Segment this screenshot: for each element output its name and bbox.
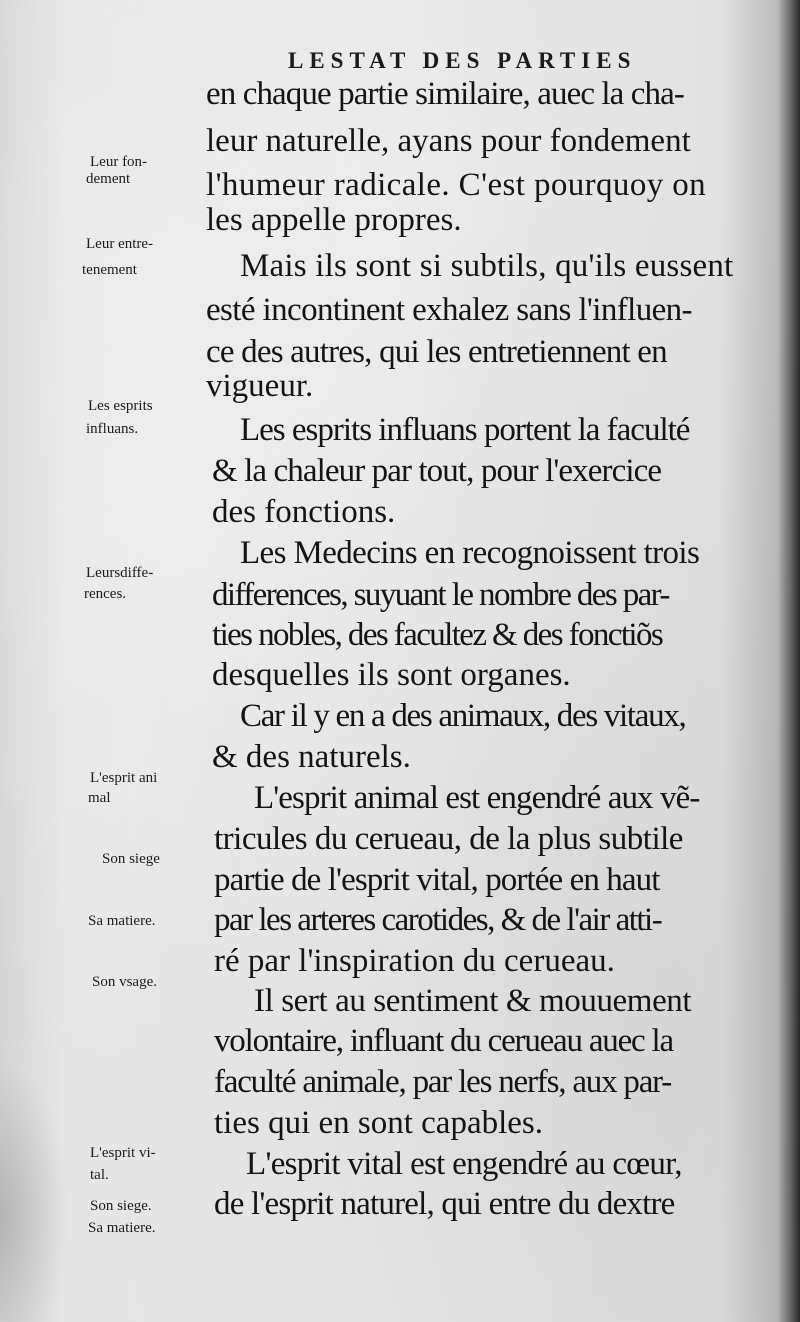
text-line: leur naturelle, ayans pour fondement — [206, 123, 691, 159]
margin-note: Son vsage. — [92, 974, 157, 990]
margin-note: rences. — [84, 586, 127, 602]
text-line: ré par l'inspiration du cerueau. — [214, 943, 615, 979]
text-line: par les arteres carotides, & de l'air atti- — [214, 902, 662, 938]
text-line: ties qui en sont capables. — [214, 1105, 544, 1141]
text-line: Les Medecins en recognoissent trois — [240, 535, 700, 571]
margin-note: Leur entre- — [86, 236, 154, 252]
text-line: de l'esprit naturel, qui entre du dextre — [214, 1186, 675, 1222]
text-line: faculté animale, par les nerfs, aux par- — [214, 1064, 672, 1100]
margin-note: Leursdiffe- — [86, 565, 154, 581]
text-line: desquelles ils sont organes. — [212, 657, 571, 693]
margin-note: Leur fon- — [90, 154, 148, 170]
margin-note: Les esprits — [88, 398, 153, 414]
margin-note: tenement — [82, 262, 137, 278]
running-head: LESTAT DES PARTIES — [288, 48, 637, 73]
margin-note: L'esprit ani — [90, 770, 158, 786]
text-line: Car il y en a des animaux, des vitaux, — [240, 698, 686, 734]
text-line: Mais ils sont si subtils, qu'ils eussent — [240, 248, 734, 284]
text-line: L'esprit vital est engendré au cœur, — [246, 1146, 682, 1182]
text-line: differences, suyuant le nombre des par- — [212, 577, 669, 613]
text-line: vigueur. — [206, 368, 314, 404]
text-line: Les esprits influans portent la faculté — [240, 412, 690, 448]
margin-note: L'esprit vi- — [90, 1145, 156, 1161]
text-line: les appelle propres. — [206, 202, 462, 238]
page-stain — [0, 1060, 70, 1322]
margin-note: mal — [88, 790, 111, 806]
text-line: des fonctions. — [212, 494, 396, 530]
margin-note: Sa matiere. — [88, 1220, 156, 1236]
text-line: Il sert au sentiment & mouuement — [254, 983, 692, 1019]
margin-note: influans. — [86, 421, 139, 437]
page-edge-shadow — [778, 0, 800, 1322]
text-line: ties nobles, des facultez & des fonctiõs — [212, 617, 663, 653]
margin-note: tal. — [90, 1167, 109, 1183]
text-line: l'humeur radicale. C'est pourquoy on — [206, 167, 707, 203]
text-line: & des naturels. — [212, 739, 411, 775]
text-line: en chaque partie similaire, auec la cha- — [206, 76, 684, 112]
margin-note: Sa matiere. — [88, 913, 156, 929]
margin-note: Son siege — [102, 851, 160, 867]
text-line: partie de l'esprit vital, portée en haut — [214, 862, 660, 898]
text-line: L'esprit animal est engendré aux vẽ- — [254, 780, 700, 816]
text-line: esté incontinent exhalez sans l'influen- — [206, 292, 692, 328]
text-line: tricules du cerueau, de la plus subtile — [214, 821, 683, 857]
text-line: ce des autres, qui les entretiennent en — [206, 334, 667, 370]
text-line: & la chaleur par tout, pour l'exercice — [212, 453, 662, 489]
text-line: volontaire, influant du cerueau auec la — [214, 1023, 673, 1059]
margin-note: dement — [86, 171, 131, 187]
margin-note: Son siege. — [90, 1198, 152, 1214]
